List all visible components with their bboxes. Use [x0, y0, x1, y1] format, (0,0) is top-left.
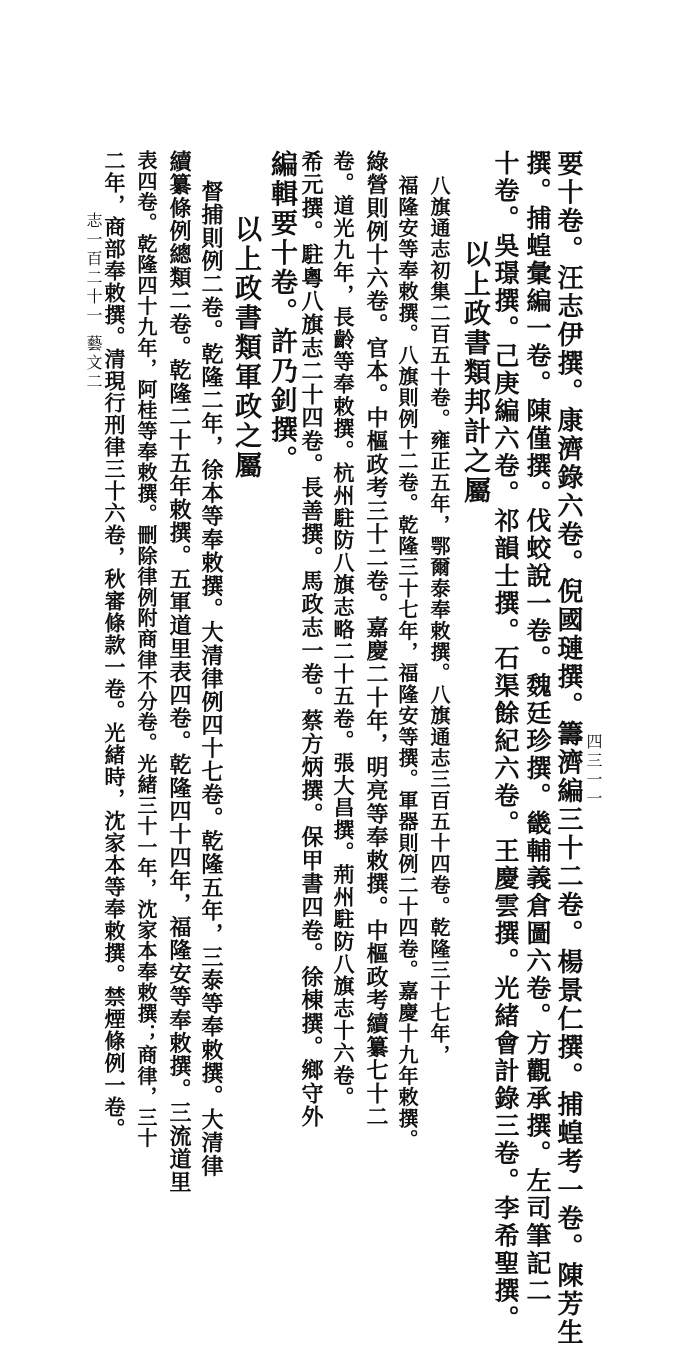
text-column-8: 卷。道光九年，長齡等奉敕撰。杭州駐防八旗志略二十五卷。張大昌撰。荊州駐防八旗志十六卷。	[331, 150, 356, 1109]
text-column-6: 福隆安等奉敕撰。八旗則例十二卷。乾隆三十七年，福隆安等撰。軍器則例二十四卷。嘉慶十九年敕撰。	[395, 175, 419, 1151]
footer-chapter: 志一百二十一	[84, 212, 103, 326]
section-heading-finance: 以上政書類邦計之屬	[459, 240, 490, 506]
text-column-7: 綠營則例十六卷。官本。中樞政考三十二卷。嘉慶二十年，明亮等奉敕撰。中樞政考續纂七十二	[363, 150, 389, 1129]
text-column-3: 十卷。吳璟撰。己庚編六卷。祁韻士撰。石渠餘紀六卷。王慶雲撰。光緒會計錄三卷。李希聖撰。	[491, 150, 520, 1333]
page-number: 四三一一	[584, 733, 603, 809]
text-column-14: 表四卷。乾隆四十九年，阿桂等奉敕撰。刪除律例附商律不分卷。光緒三十一年，沈家本奉敕撰；商律，三十	[134, 150, 158, 1149]
footer-section: 藝文二	[84, 335, 103, 392]
text-column-10: 編輯要十卷。許乃釗撰。	[266, 150, 297, 475]
text-column-2: 撰。捕蝗彙編一卷。陳僅撰。伐蛟說一卷。魏廷珍撰。畿輔義倉圖六卷。方觀承撰。左司筆記二	[523, 150, 552, 1305]
text-column-1: 要十卷。汪志伊撰。康濟錄六卷。倪國璉撰。籌濟編三十二卷。楊景仁撰。捕蝗考一卷。陳芳生	[553, 150, 583, 1347]
text-column-9: 希元撰。駐粵八旗志二十四卷。長善撰。馬政志一卷。蔡方炳撰。保甲書四卷。徐棟撰。鄉守外	[298, 150, 324, 1129]
text-column-5: 八旗通志初集二百五十卷。雍正五年，鄂爾泰奉敕撰。八旗通志三百五十四卷。乾隆三十七年，	[427, 175, 451, 1066]
text-column-15: 二年，商部奉敕撰。清現行刑律三十六卷，秋審條款一卷。光緒時，沈家本等奉敕撰。禁煙條例一卷。	[102, 150, 127, 1140]
text-column-12: 督捕則例二卷。乾隆二年，徐本等奉敕撰。大清律例四十七卷。乾隆五年，三泰等奉敕撰。大清律	[198, 180, 224, 1178]
section-heading-military: 以上政書類軍政之屬	[230, 215, 261, 481]
text-column-13: 續纂條例總類二卷。乾隆二十五年敕撰。五軍道里表四卷。乾隆四十四年，福隆安等奉敕撰。三流道里	[166, 150, 192, 1194]
